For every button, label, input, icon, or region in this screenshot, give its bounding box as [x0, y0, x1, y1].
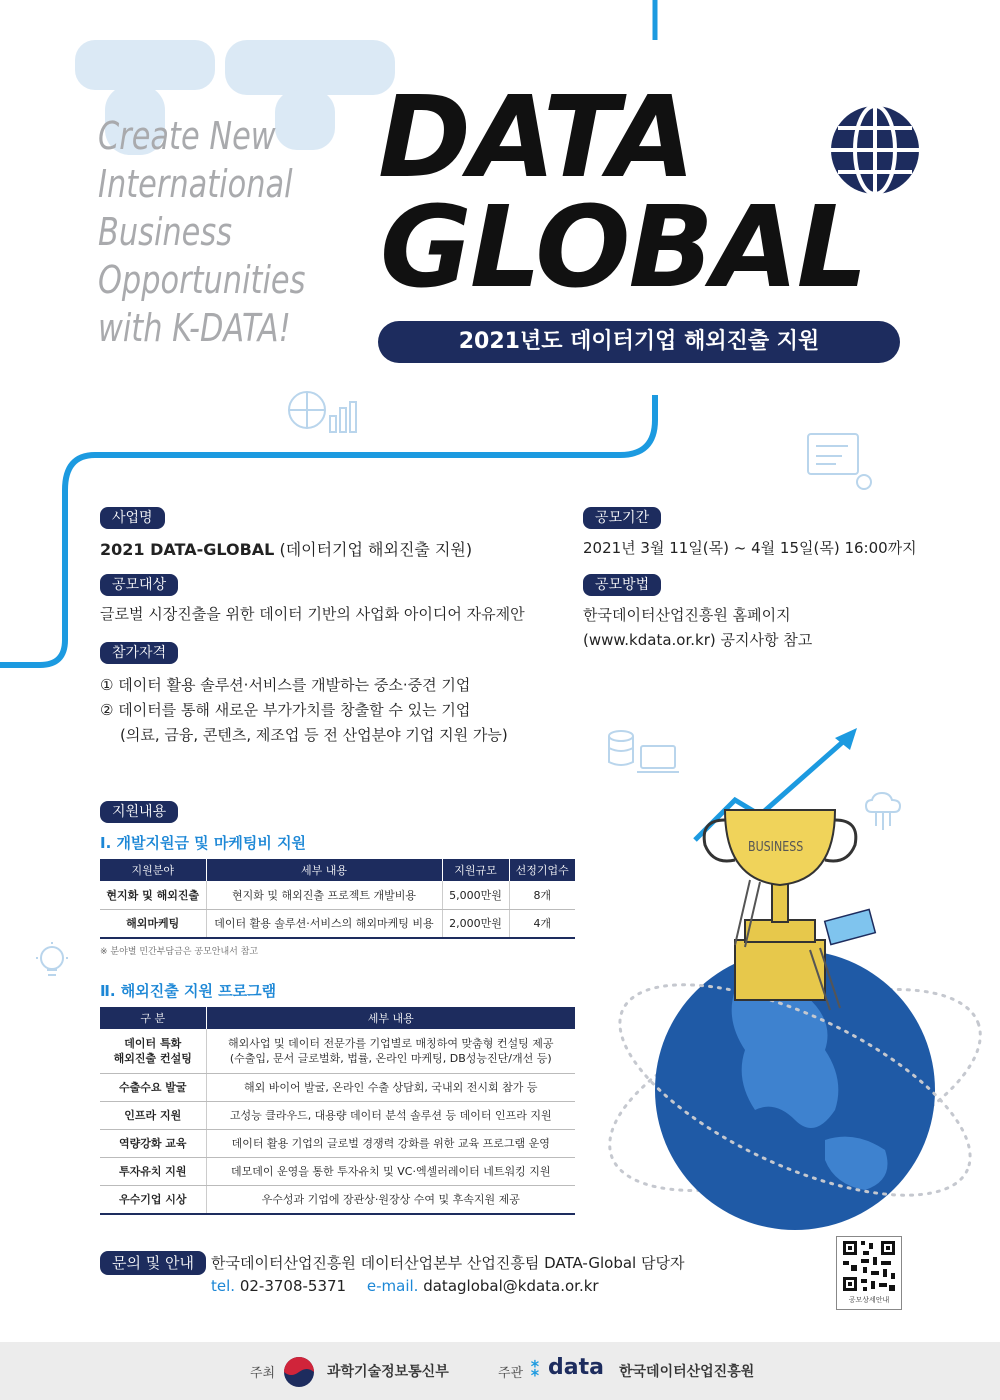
- table1-header-detail: 세부 내용: [206, 859, 442, 881]
- table2-header-category: 구 분: [100, 1007, 206, 1029]
- table-row: [100, 1029, 575, 1073]
- table2-cell: 데이터 특화 해외진출 컨설팅: [100, 1029, 206, 1073]
- government-emblem-icon: [283, 1356, 315, 1388]
- method-line-1: 한국데이터산업진흥원 홈페이지: [583, 606, 791, 624]
- method-label: 공모방법: [583, 574, 661, 596]
- table-row: [100, 1185, 575, 1213]
- section-1-title: Ⅰ. 개발지원금 및 마케팅비 지원: [100, 834, 307, 852]
- table-2: [100, 1007, 575, 1215]
- contact-org: 한국데이터산업진흥원 데이터산업본부 산업진흥팀 DATA-Global 담당자: [211, 1254, 685, 1272]
- kdata-k-icon: ⁑: [530, 1357, 541, 1381]
- qualification-item-3: (의료, 금융, 콘텐츠, 제조업 등 전 산업분야 기업 지원 가능): [120, 726, 508, 744]
- contact-label: 문의 및 안내: [100, 1251, 206, 1275]
- host-label: 주최: [250, 1366, 276, 1381]
- table1-cell: 5,000만원: [442, 881, 509, 909]
- table1-cell: 데이터 활용 솔루션·서비스의 해외마케팅 비용: [206, 909, 442, 937]
- table1-header-count: 선정기업수: [509, 859, 575, 881]
- globe-chart-icon: [285, 388, 360, 438]
- qr-caption: 공모상세안내: [848, 1296, 890, 1304]
- qr-code-icon: [837, 1237, 901, 1295]
- slogan-line-3: Business: [98, 210, 233, 254]
- period-value: 2021년 3월 11일(목) ~ 4월 15일(목) 16:00까지: [583, 539, 917, 557]
- table-row: [100, 909, 575, 937]
- qualification-label: 참가자격: [100, 642, 178, 664]
- target-value: 글로벌 시장진출을 위한 데이터 기반의 사업화 아이디어 자유제안: [100, 605, 525, 623]
- method-line-2: (www.kdata.or.kr) 공지사항 참고: [583, 631, 813, 649]
- project-name-label: 사업명: [100, 507, 165, 529]
- tel-value: 02-3708-5371: [239, 1277, 347, 1295]
- slogan-line-4: Opportunities: [98, 258, 306, 302]
- qualification-list: [100, 673, 508, 748]
- slogan: [98, 112, 305, 352]
- table2-cell: 해외사업 및 데이터 전문가를 기업별로 매칭하여 맞춤형 컨설팅 제공 (수출입, 문서 글로벌화, 법률, 온라인 마케팅, DB성능진단/개선 등): [206, 1029, 575, 1073]
- table1-cell: 2,000만원: [442, 909, 509, 937]
- qr-code-box[interactable]: [836, 1236, 902, 1310]
- table1-cell: 8개: [509, 881, 575, 909]
- globe-trophy-illustration: [595, 720, 1000, 1240]
- table1-header-field: 지원분야: [100, 859, 206, 881]
- table-1: [100, 859, 575, 939]
- table2-cell: 고성능 클라우드, 대용량 데이터 분석 솔루션 등 데이터 인프라 지원: [206, 1101, 575, 1129]
- table-row: [100, 881, 575, 909]
- support-label: 지원내용: [100, 801, 178, 823]
- organizer-name: 한국데이터산업진흥원: [619, 1364, 755, 1380]
- table1-cell: 해외마케팅: [100, 909, 206, 937]
- table2-cell: 우수성과 기업에 장관상·원장상 수여 및 후속지원 제공: [261, 1193, 520, 1207]
- table2-cell: 데모데이 운영을 통한 투자유치 및 VC·엑셀러레이터 네트워킹 지원: [206, 1157, 575, 1185]
- kdata-logo: data: [548, 1355, 604, 1380]
- table2-cell: 우수기업 시상: [100, 1185, 206, 1213]
- project-name-bold: 2021 DATA-GLOBAL: [100, 540, 275, 559]
- qualification-item-1: ① 데이터 활용 솔루션·서비스를 개발하는 중소·중견 기업: [100, 676, 471, 694]
- slogan-line-5: with K-DATA!: [98, 306, 291, 350]
- table-row: [100, 1129, 575, 1157]
- tel-label: tel.: [211, 1277, 236, 1295]
- table2-header-detail: 세부 내용: [206, 1007, 575, 1029]
- table2-cell: 역량강화 교육: [100, 1129, 206, 1157]
- organizer-label: 주관: [498, 1366, 524, 1381]
- table-row: [100, 1157, 575, 1185]
- table-row: [100, 1073, 575, 1101]
- table2-cell: 투자유치 지원: [100, 1157, 206, 1185]
- table2-cell: 수출수요 발굴: [100, 1073, 206, 1101]
- project-name-value: [100, 537, 472, 560]
- title-banner: 2021년도 데이터기업 해외진출 지원: [378, 321, 900, 363]
- slogan-line-2: International: [98, 162, 293, 206]
- period-label: 공모기간: [583, 507, 661, 529]
- table1-cell: 4개: [533, 917, 552, 931]
- target-label: 공모대상: [100, 574, 178, 596]
- table1-header-scale: 지원규모: [442, 859, 509, 881]
- dashboard-icon: [806, 432, 876, 492]
- project-name-rest: (데이터기업 해외진출 지원): [274, 540, 473, 559]
- email-value[interactable]: dataglobal@kdata.or.kr: [423, 1277, 599, 1295]
- globe-logo-icon: [828, 103, 922, 197]
- lightbulb-icon: [32, 940, 72, 990]
- trophy-label: BUSINESS: [748, 840, 804, 855]
- table2-cell: 데이터 활용 기업의 글로벌 경쟁력 강화를 위한 교육 프로그램 운영: [206, 1129, 575, 1157]
- table1-cell: 현지화 및 해외진출: [100, 881, 206, 909]
- footer: [0, 1342, 1000, 1400]
- host-name: 과학기술정보통신부: [327, 1364, 449, 1380]
- table2-cell: 해외 바이어 발굴, 온라인 수출 상담회, 국내외 전시회 참가 등: [206, 1073, 575, 1101]
- table-row: [100, 1101, 575, 1129]
- logo-global: GLOBAL: [380, 183, 866, 313]
- table-1-note: ※ 분야별 민간부담금은 공모안내서 참고: [100, 947, 259, 957]
- qualification-item-2: ② 데이터를 통해 새로운 부가가치를 창출할 수 있는 기업: [100, 701, 471, 719]
- method-value: [583, 603, 812, 653]
- contact-details: [211, 1277, 599, 1295]
- logo-data: DATA: [378, 73, 694, 203]
- slogan-line-1: Create New: [98, 114, 276, 158]
- email-label: e-mail.: [366, 1277, 419, 1295]
- section-2-title: Ⅱ. 해외진출 지원 프로그램: [100, 982, 277, 1000]
- table2-cell: 인프라 지원: [100, 1101, 206, 1129]
- table1-cell: 현지화 및 해외진출 프로젝트 개발비용: [206, 881, 442, 909]
